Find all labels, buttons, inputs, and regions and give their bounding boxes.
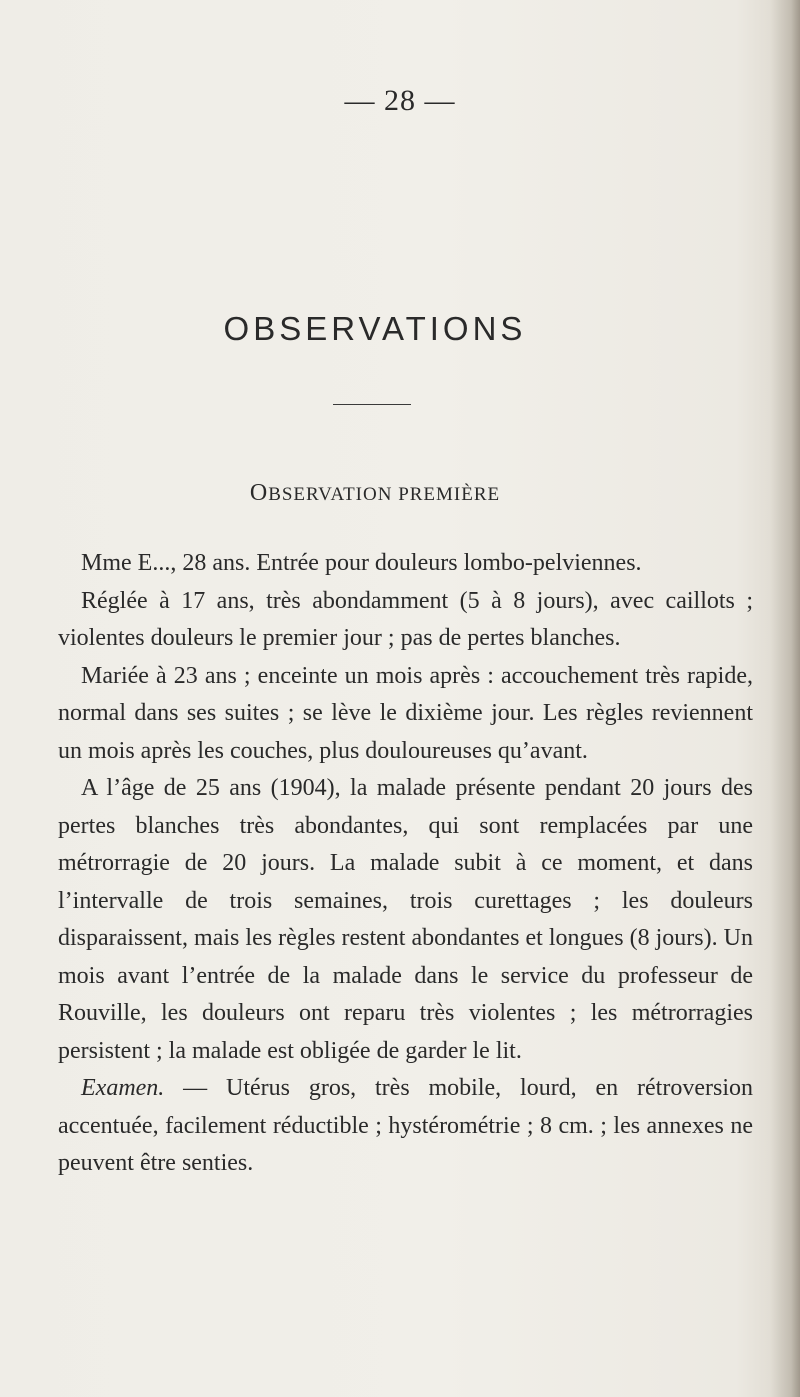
title-rule <box>333 404 411 405</box>
paragraph-menstruation: Réglée à 17 ans, très abondamment (5 à 8 jours), avec caillots ; violentes douleurs le premier jour ; pas de pertes blanches. <box>58 587 753 651</box>
page-edge-shadow <box>770 0 800 1397</box>
observation-body <box>58 545 753 1183</box>
paragraph-patient: Mme E..., 28 ans. Entrée pour douleurs lombo-pelviennes. <box>81 550 642 576</box>
exam-label: Examen. <box>81 1075 165 1101</box>
exam-text: — Utérus gros, très mobile, lourd, en rétroversion accentuée, facilement réductible ; hystérométrie ; 8 cm. ; les annexes ne peuvent être senties. <box>58 1075 753 1176</box>
paragraph-marriage: Mariée à 23 ans ; enceinte un mois après : accouchement très rapide, normal dans ses suites ; se lève le dixième jour. Les règles reviennent un mois après les couches, plus douloureuses qu’avant. <box>58 662 753 764</box>
observation-heading-initial: O <box>249 480 269 506</box>
section-title: OBSERVATIONS <box>223 310 527 347</box>
paragraph-exam <box>58 1070 753 1183</box>
observation-heading-rest: BSERVATION PREMIÈRE <box>268 484 501 505</box>
paragraph-history: A l’âge de 25 ans (1904), la malade présente pendant 20 jours des pertes blanches très abondantes, qui sont remplacées par une métrorragie de 20 jours. La malade subit à ce moment, et dans l’intervalle de trois semaines, trois curettages ; les douleurs disparaissent, mais les règles restent abondantes et longues (8 jours). Un mois avant l’entrée de la malade dans le service du professeur de Rouville, les douleurs ont reparu très violentes ; les métrorragies persistent ; la malade est obligée de garder le lit. <box>58 775 753 1064</box>
page-number: — 28 — <box>344 84 456 117</box>
observation-heading <box>0 480 750 507</box>
